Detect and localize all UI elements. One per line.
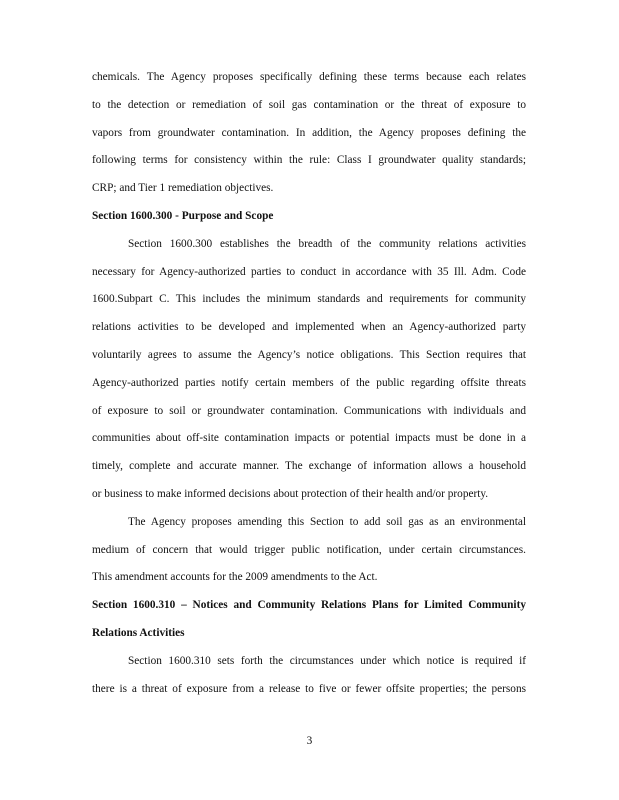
text-line: communities about off-site contamination impacts or potential impacts must be done in a	[92, 432, 526, 445]
text-line: The Agency proposes amending this Section to add soil gas as an environmental	[128, 515, 526, 528]
text-line: Section 1600.300 establishes the breadth of the community relations activities	[128, 237, 526, 250]
text-line: vapors from groundwater contamination. In addition, the Agency proposes defining the	[92, 126, 526, 139]
text-line: following terms for consistency within the rule: Class I groundwater quality standards;	[92, 154, 526, 167]
text-line: to the detection or remediation of soil gas contamination or the threat of exposure to	[92, 98, 526, 111]
section-heading-1600-300: Section 1600.300 - Purpose and Scope	[92, 209, 274, 222]
text-line: of exposure to soil or groundwater contamination. Communications with individuals and	[92, 404, 526, 417]
text-line: or business to make informed decisions about protection of their health and/or property.	[92, 487, 489, 500]
paragraph-section-300-b	[92, 509, 526, 592]
text-line: 1600.Subpart C. This includes the minimum standards and requirements for community	[92, 293, 526, 306]
section-heading-1600-310: Section 1600.310 – Notices and Community Relations Plans for Limited Community	[92, 599, 526, 612]
text-line: voluntarily agrees to assume the Agency’s notice obligations. This Section requires that	[92, 348, 526, 361]
text-line: This amendment accounts for the 2009 amendments to the Act.	[92, 571, 378, 584]
document-body	[92, 64, 526, 703]
text-line: chemicals. The Agency proposes specifically defining these terms because each relates	[92, 71, 526, 83]
text-line: necessary for Agency-authorized parties to conduct in accordance with 35 Ill. Adm. Code	[92, 265, 526, 278]
paragraph-section-310	[92, 648, 526, 704]
text-line: timely, complete and accurate manner. The exchange of information allows a household	[92, 460, 526, 473]
paragraph-intro	[92, 64, 526, 203]
section-heading-1600-310-continued: Relations Activities	[92, 626, 185, 639]
page-number: 3	[306, 735, 313, 747]
text-line: CRP; and Tier 1 remediation objectives.	[92, 182, 274, 195]
text-line: relations activities to be developed and implemented when an Agency-authorized party	[92, 321, 526, 334]
text-line: medium of concern that would trigger public notification, under certain circumstances.	[92, 543, 526, 556]
paragraph-section-300-a	[92, 231, 526, 509]
text-line: there is a threat of exposure from a release to five or fewer offsite properties; the persons	[92, 682, 526, 695]
text-line: Section 1600.310 sets forth the circumstances under which notice is required if	[128, 654, 526, 667]
text-line: Agency-authorized parties notify certain members of the public regarding offsite threats	[92, 376, 526, 389]
